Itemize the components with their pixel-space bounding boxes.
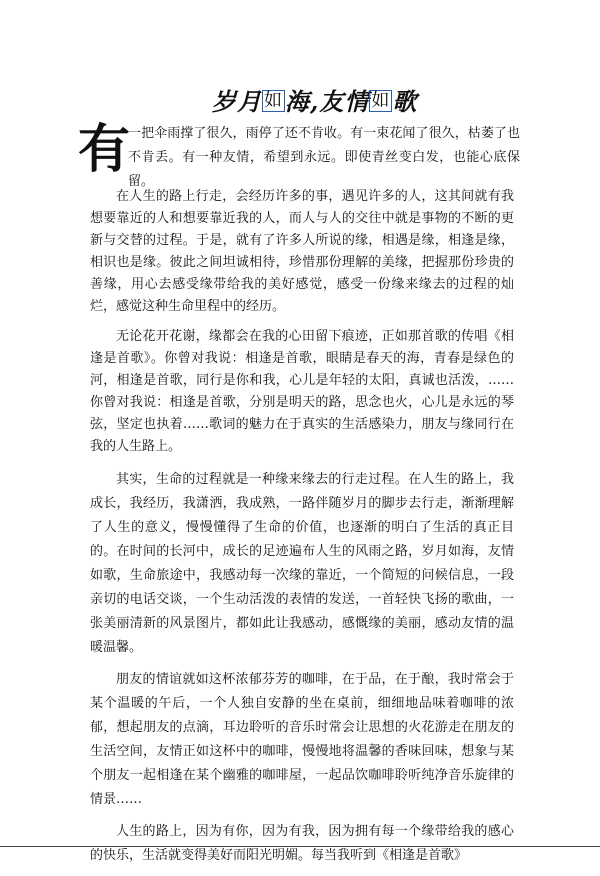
title-part-3: 歌 [392,87,418,116]
paragraph: 其实，生命的过程就是一种缘来缘去的行走过程。在人生的路上，我成长，我经历，我潇洒，我成熟，一路伴随岁月的脚步去行走，渐渐理解了人生的意义，慢慢懂得了生命的价值，也逐渐的明白了生活的真正目的。在时间的长河中，成长的足迹遍布人生的风雨之路，岁月如海，友情如歌，生命旅途中，我感动每一次缘的靠近，一个简短的问候信息，一段亲切的电话交谈，一个生动活泼的表情的发送，一首轻快飞扬的歌曲，一张美丽清新的风景图片，都如此让我感动，感慨缘的美丽，感动友情的温暖温馨。 [90,472,514,655]
document-title [212,82,417,117]
document-body [90,186,514,876]
paragraph-intro: 一把伞雨撑了很久，雨停了还不肯收。有一束花闻了很久，枯萎了也不肯丢。有一种友情，希望到永远。即使青丝变白发，也能心底保留。 [128,126,520,189]
page-bottom-rule [0,846,600,847]
paragraph: 无论花开花谢，缘都会在我的心田留下痕迹，正如那首歌的传唱《相逢是首歌》。你曾对我说：相逢是首歌，眼睛是春天的海，青春是绿色的河，相逢是首歌，同行是你和我，心儿是年轻的太阳，真诚也活泼，……你曾对我说：相逢是首歌，分别是明天的路，思念也火，心儿是永远的琴弦，坚定也执着……歌词的魅力在于真实的生活感染力，朋友与缘同行在我的人生路上。 [90,329,514,454]
paragraph: 人生的路上，因为有你，因为有我，因为拥有每一个缘带给我的感心的快乐，生活就变得美好而阳光明媚。每当我听到《相逢是首歌》 [90,824,514,863]
title-boxed-glyph-1: 如 [264,90,283,111]
paragraph: 朋友的情谊就如这杯浓郁芬芳的咖啡，在于品，在于酿，我时常会于某个温暖的午后，一个人独自安静的坐在桌前，细细地品味着咖啡的浓郁，想起朋友的点滴，耳边聆听的音乐时常会让思想的火花游走在朋友的生活空间，友情正如这杯中的咖啡，慢慢地将温馨的香味回味，想象与某个朋友一起相逢在某个幽雅的咖啡屋，一起品饮咖啡聆听纯净音乐旋律的情景…… [90,672,514,807]
paragraph: 在人生的路上行走，会经历许多的事，遇见许多的人，这其间就有我想要靠近的人和想要靠近我的人，而人与人的交往中就是事物的不断的更新与交替的过程。于是，就有了许多人所说的缘，相遇是缘，相逢是缘，相识也是缘。彼此之间坦诚相待，珍惜那份理解的美缘，把握那份珍贵的善缘，用心去感受缘带给我的美好感觉，感受一份缘来缘去的过程的灿烂，感觉这种生命里程中的经历。 [90,189,514,314]
title-part-1: 岁月 [212,87,262,116]
drop-cap: 有 [78,119,131,180]
title-boxed-glyph-2: 如 [371,90,391,111]
title-part-2: 海,友情 [285,87,370,116]
